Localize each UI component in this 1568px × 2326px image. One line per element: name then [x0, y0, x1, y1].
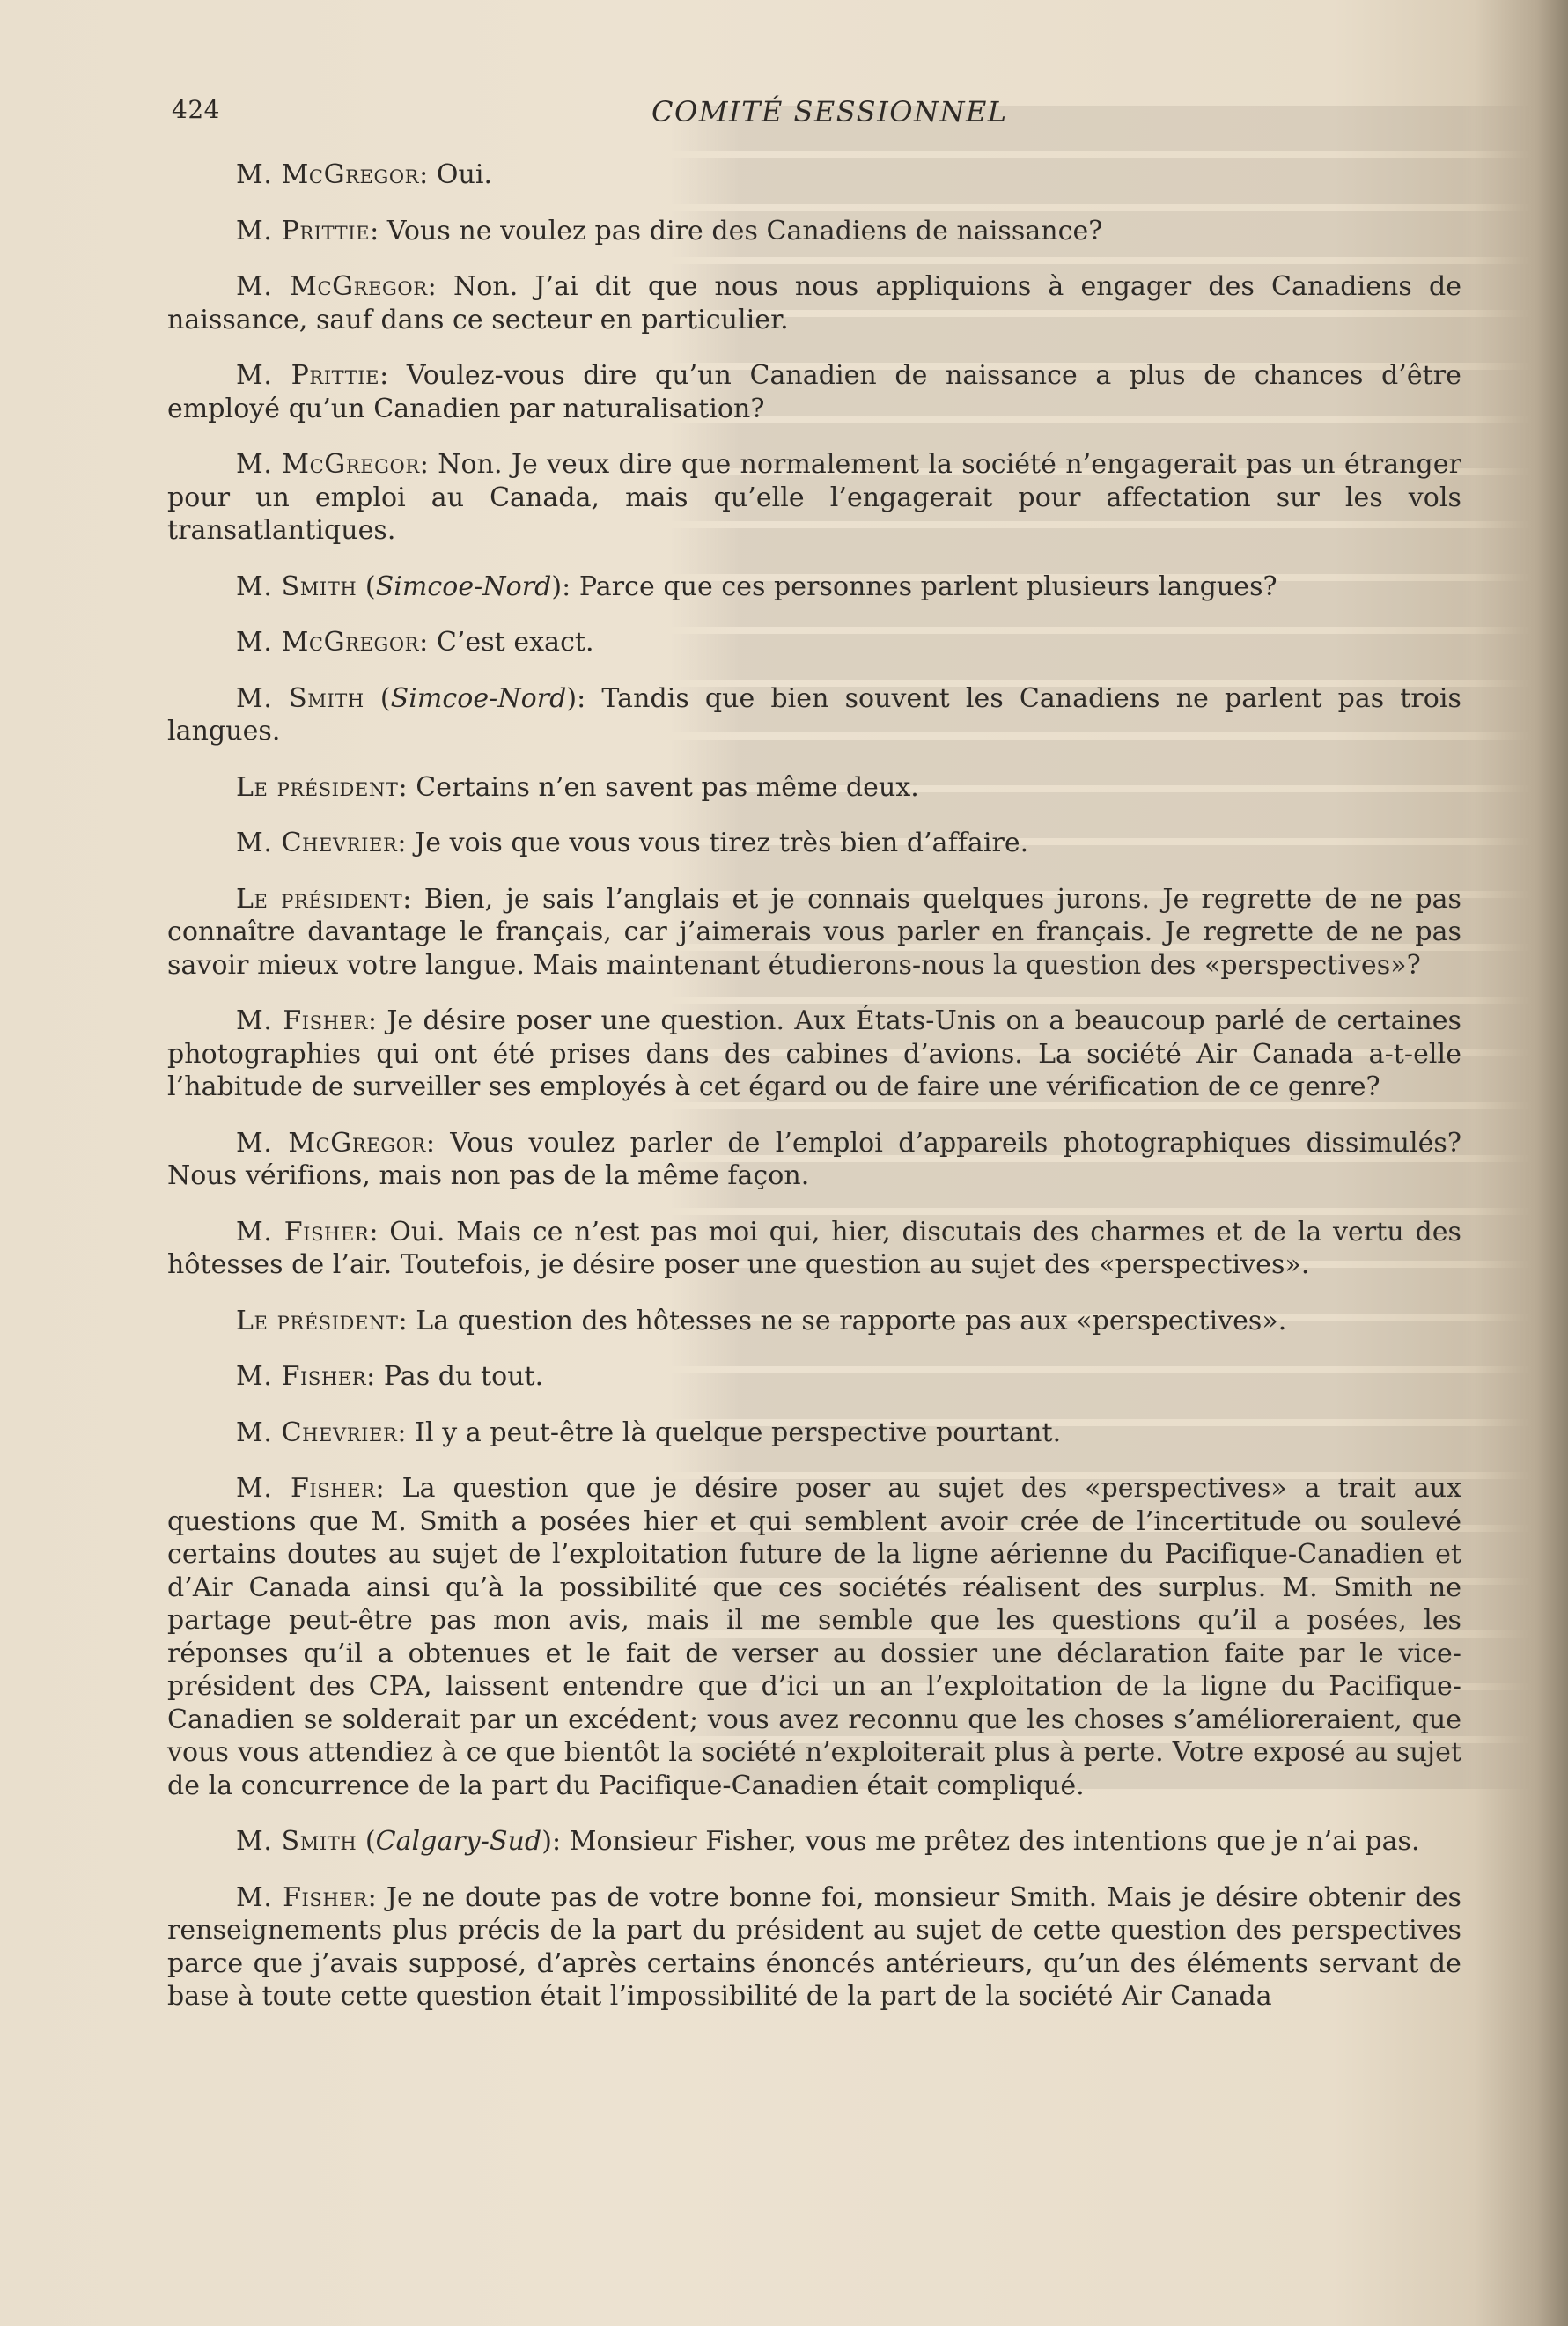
speaker-name: M. McGregor [236, 159, 420, 190]
transcript-paragraph: M. Chevrier: Il y a peut-être là quelque perspective pourtant. [236, 1417, 1062, 1448]
transcript-paragraph: M. Fisher: Je ne doute pas de votre bonne foi, monsieur Smith. Mais je désire obtenir des renseignements plus précis de la part du président au sujet de cette question des perspectives parce que j’avais supposé, d’après certains énoncés antérieurs, qu’un des éléments servant de base à toute cette question était l’impossibilité de la part de la société Air Canada [167, 1881, 1461, 2012]
speech-text: Bien, je sais l’anglais et je connais quelques jurons. Je regrette de ne pas connaître davantage le français, car j’aimerais vous parler en français. Je regrette de ne pas savoir mieux votre langue. Mais maintenant étudierons-nous la question des «perspectives»? [167, 883, 1461, 981]
speech-text: Vous ne voulez pas dire des Canadiens de naissance? [386, 215, 1103, 247]
speaker-name: M. Chevrier [236, 1417, 398, 1448]
speech-text: Je ne doute pas de votre bonne foi, monsieur Smith. Mais je désire obtenir des renseignements plus précis de la part du président au sujet de cette question des perspectives parce que j’avais supposé, d’après certains énoncés antérieurs, qu’un des éléments servant de base à toute cette question était l’impossibilité de la part de la société Air Canada [167, 1881, 1461, 2012]
speech-text: Parce que ces personnes parlent plusieurs langues? [578, 570, 1277, 602]
page-header [172, 95, 1457, 134]
transcript-paragraph: M. Fisher: La question que je désire poser au sujet des «perspectives» a trait aux questions que M. Smith a posées hier et qui semblent avoir crée de l’incertitude ou soulevé certains doutes au sujet de l’exploitation future de la ligne aérienne du Pacifique-Canadien et d’Air Canada ainsi qu’à la possibilité que ces sociétés réalisent des surplus. M. Smith ne partage peut-être pas mon avis, mais il me semble que les questions qu’il a posées, les réponses qu’il a obtenues et le fait de verser au dossier une déclaration faite par le vice-président des CPA, laissent entendre que d’ici un an l’exploitation de la ligne du Pacifique-Canadien se solderait par un excédent; vous avez reconnu que les choses s’amélioreraient, que vous vous attendiez à ce que bientôt la société n’exploiterait plus à perte. Votre exposé au sujet de la concurrence de la part du Pacifique-Canadien était compliqué. [167, 1473, 1461, 1801]
transcript-paragraph: M. Smith (Calgary-Sud): Monsieur Fisher, vous me prêtez des intentions que je n’ai pas. [236, 1826, 1420, 1857]
transcript-paragraph: M. Fisher: Je désire poser une question. Aux États-Unis on a beaucoup parlé de certaines photographies qui ont été prises dans des cabines d’avions. La société Air Canada a-t-elle l’habitude de surveiller ses employés à cet égard ou de faire une vérification de ce genre? [167, 1005, 1461, 1102]
speaker-name: M. Fisher [236, 1216, 370, 1248]
speech-text: La question que je désire poser au sujet des «perspectives» a trait aux questions que M. Smith a posées hier et qui semblent avoir crée de l’incertitude ou soulevé certains doutes au sujet de l’exploitation future de la ligne aérienne du Pacifique-Canadien et d’Air Canada ainsi qu’à la possibilité que ces sociétés réalisent des surplus. M. Smith ne partage peut-être pas mon avis, mais il me semble que les questions qu’il a posées, les réponses qu’il a obtenues et le fait de verser au dossier une déclaration faite par le vice-président des CPA, laissent entendre que d’ici un an l’exploitation de la ligne du Pacifique-Canadien se solderait par un excédent; vous avez reconnu que les choses s’amélioreraient, que vous vous attendiez à ce que bientôt la société n’exploiterait plus à perte. Votre exposé au sujet de la concurrence de la part du Pacifique-Canadien était compliqué. [167, 1473, 1461, 1801]
speaker-name: M. Smith [236, 570, 357, 602]
speaker-riding: Calgary-Sud [375, 1826, 542, 1857]
transcript-paragraph: M. McGregor: Non. Je veux dire que normalement la société n’engagerait pas un étranger pour un emploi au Canada, mais qu’elle l’engagerait pour affectation sur les vols transatlantiques. [167, 449, 1461, 546]
speaker-name: M. Smith [236, 1826, 357, 1857]
speech-text: Non. Je veux dire que normalement la société n’engagerait pas un étranger pour un emploi au Canada, mais qu’elle l’engagerait pour affectation sur les vols transatlantiques. [167, 449, 1461, 546]
transcript-paragraph: M. McGregor: Non. J’ai dit que nous nous appliquions à engager des Canadiens de naissance, sauf dans ce secteur en particulier. [167, 271, 1462, 335]
speech-text: Vous voulez parler de l’emploi d’appareils photographiques dissimulés? Nous vérifions, mais non pas de la même façon. [167, 1127, 1461, 1191]
speech-text: Voulez-vous dire qu’un Canadien de naissance a plus de chances d’être employé qu’un Canadien par naturalisation? [167, 360, 1461, 424]
transcript-paragraph: M. Prittie: Voulez-vous dire qu’un Canadien de naissance a plus de chances d’être employé qu’un Canadien par naturalisation? [167, 360, 1461, 424]
transcript-paragraph: Le président: Bien, je sais l’anglais et je connais quelques jurons. Je regrette de ne pas connaître davantage le français, car j’aimerais vous parler en français. Je regrette de ne pas savoir mieux votre langue. Mais maintenant étudierons-nous la question des «perspectives»? [167, 883, 1461, 981]
speaker-name: M. Prittie [236, 360, 380, 391]
transcript-paragraph: M. Prittie: Vous ne voulez pas dire des Canadiens de naissance? [236, 215, 1103, 247]
speech-text: Pas du tout. [383, 1361, 544, 1392]
speaker-name: M. McGregor [236, 1127, 426, 1159]
transcript-paragraph: M. McGregor: C’est exact. [236, 627, 594, 658]
speech-text: Il y a peut-être là quelque perspective pourtant. [415, 1417, 1062, 1448]
speaker-name: M. Prittie [236, 215, 371, 247]
speaker-name: M. McGregor [236, 271, 428, 302]
speaker-name: M. Fisher [236, 1473, 376, 1504]
transcript-paragraph: M. Fisher: Oui. Mais ce n’est pas moi qui, hier, discutais des charmes et de la vertu des hôtesses de l’air. Toutefois, je désire poser une question au sujet des «perspectives». [167, 1216, 1461, 1280]
speaker-name: M. McGregor [236, 449, 420, 480]
transcript-paragraph: M. Smith (Simcoe-Nord): Tandis que bien souvent les Canadiens ne parlent pas trois langues. [167, 682, 1461, 747]
speaker-name: M. Fisher [236, 1361, 367, 1392]
speech-text: Je vois que vous vous tirez très bien d’affaire. [415, 828, 1029, 858]
page-number: 424 [172, 95, 220, 124]
speaker-name: Le président [236, 1305, 399, 1336]
speaker-name: M. Chevrier [236, 828, 398, 858]
speaker-name: M. McGregor [236, 627, 420, 658]
transcript-paragraph: M. McGregor: Vous voulez parler de l’emploi d’appareils photographiques dissimulés? Nous vérifions, mais non pas de la même façon. [167, 1127, 1461, 1191]
speech-text: Certains n’en savent pas même deux. [416, 771, 919, 803]
speech-text: La question des hôtesses ne se rapporte pas aux «perspectives». [416, 1305, 1287, 1336]
speech-text: Je désire poser une question. Aux États-Unis on a beaucoup parlé de certaines photographies qui ont été prises dans des cabines d’avions. La société Air Canada a-t-elle l’habitude de surveiller ses employés à cet égard ou de faire une vérification de ce genre? [167, 1005, 1461, 1102]
speaker-name: Le président [236, 771, 399, 803]
speech-text: Oui. Mais ce n’est pas moi qui, hier, discutais des charmes et de la vertu des hôtesses de l’air. Toutefois, je désire poser une question au sujet des «perspectives». [167, 1216, 1461, 1280]
transcript-paragraph: Le président: La question des hôtesses ne se rapporte pas aux «perspectives». [236, 1305, 1287, 1336]
transcript-paragraph: Le président: Certains n’en savent pas même deux. [236, 771, 919, 803]
transcript-paragraph: M. Chevrier: Je vois que vous vous tirez très bien d’affaire. [236, 828, 1029, 858]
speaker-name: M. Smith [236, 682, 364, 714]
running-title: COMITÉ SESSIONNEL [651, 95, 1008, 129]
speaker-name: Le président [236, 883, 403, 915]
transcript-paragraph: M. Fisher: Pas du tout. [236, 1361, 544, 1392]
speaker-name: M. Fisher [236, 1881, 368, 1913]
speech-text: Non. J’ai dit que nous nous appliquions à engager des Canadiens de naissance, sauf dans ce secteur en particulier. [167, 271, 1462, 335]
transcript-body [167, 158, 1461, 2036]
speech-text: Tandis que bien souvent les Canadiens ne parlent pas trois langues. [167, 682, 1461, 747]
speaker-name: M. Fisher [236, 1005, 368, 1036]
speaker-riding: Simcoe-Nord [390, 682, 567, 714]
transcript-paragraph: M. McGregor: Oui. [236, 159, 493, 190]
transcript-paragraph: M. Smith (Simcoe-Nord): Parce que ces personnes parlent plusieurs langues? [236, 570, 1277, 602]
speech-text: C’est exact. [436, 627, 594, 658]
speech-text: Monsieur Fisher, vous me prêtez des intentions que je n’ai pas. [569, 1826, 1420, 1857]
speaker-riding: Simcoe-Nord [375, 570, 552, 602]
speech-text: Oui. [436, 159, 493, 190]
